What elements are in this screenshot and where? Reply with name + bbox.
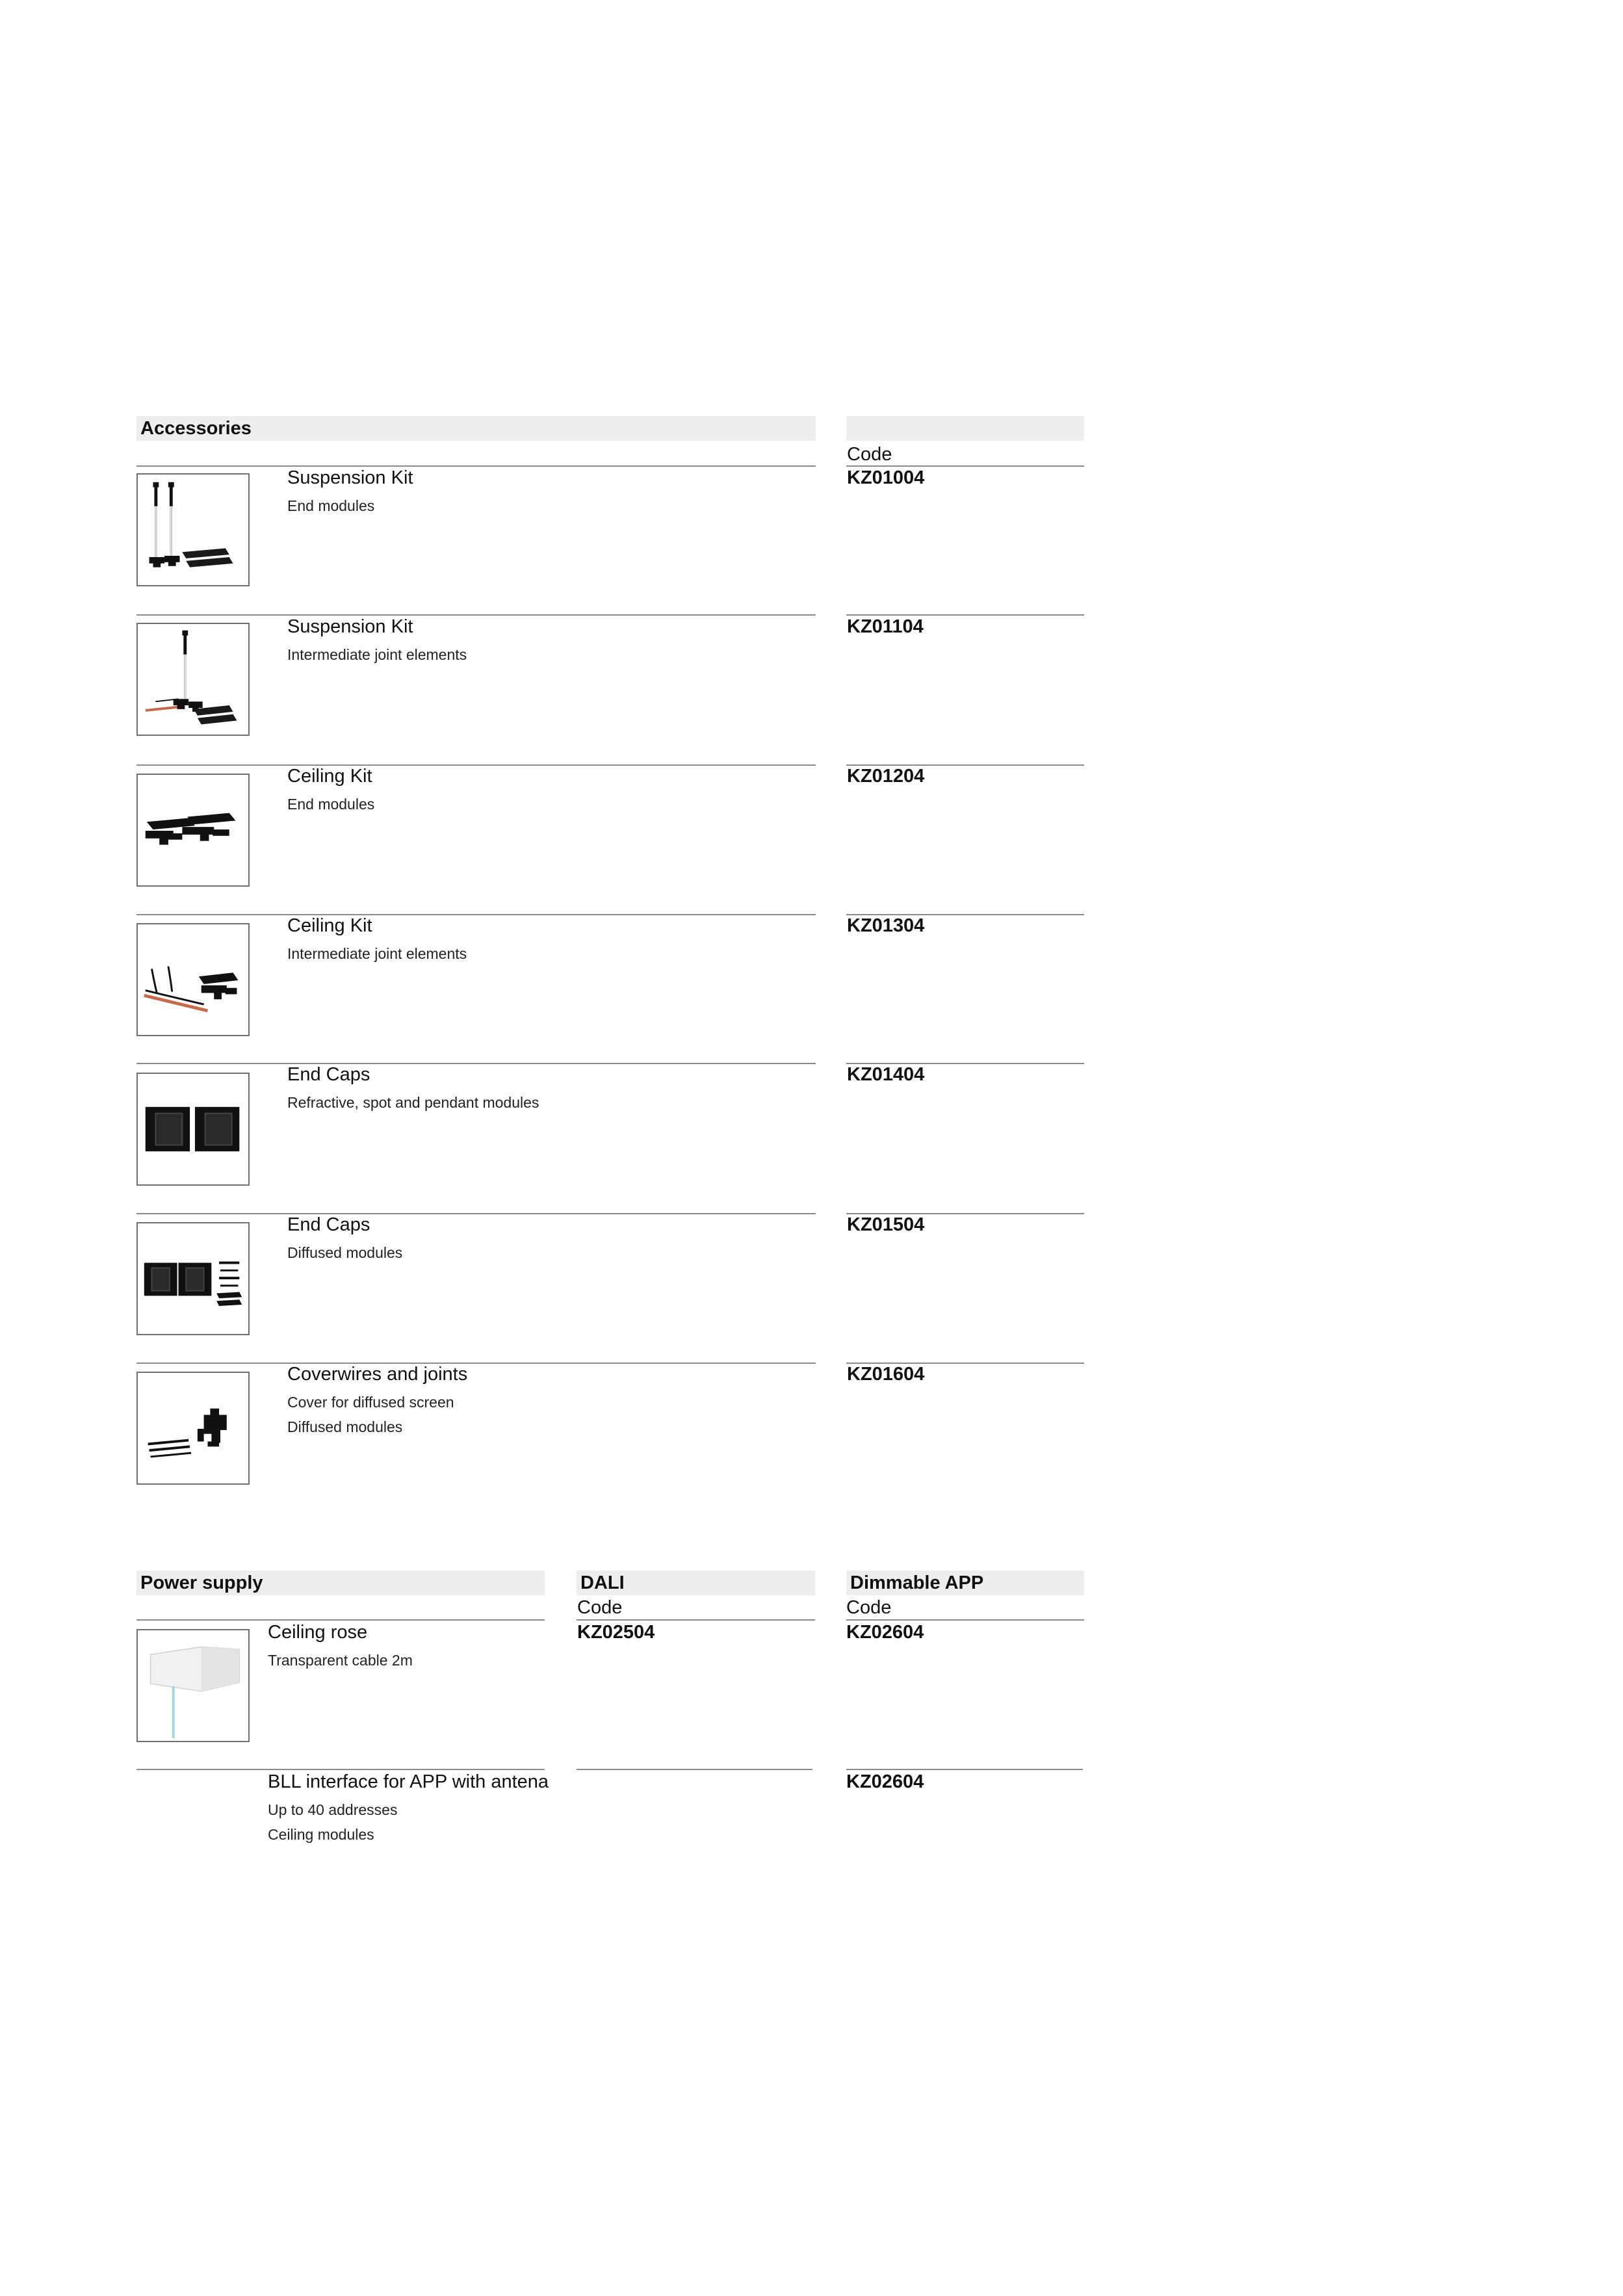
app-divider bbox=[846, 1769, 1083, 1770]
dali-divider bbox=[577, 1769, 812, 1770]
item-title: Ceiling Kit bbox=[287, 766, 372, 787]
ceiling-rose-icon bbox=[136, 1629, 250, 1742]
item-title: BLL interface for APP with antena bbox=[268, 1771, 549, 1792]
item-description: End modules bbox=[287, 796, 375, 813]
app-code: KZ02604 bbox=[846, 1771, 924, 1792]
row-divider bbox=[136, 1619, 545, 1621]
item-title: End Caps bbox=[287, 1214, 370, 1235]
row-divider bbox=[136, 914, 816, 915]
row-divider bbox=[136, 764, 816, 766]
item-description: Intermediate joint elements bbox=[287, 646, 467, 663]
power-supply-header: Power supply bbox=[136, 1571, 545, 1595]
item-description: Ceiling modules bbox=[268, 1826, 374, 1843]
item-title: Suspension Kit bbox=[287, 616, 413, 637]
dimmable-app-header: Dimmable APP bbox=[846, 1571, 1084, 1595]
suspension-kit-end-icon bbox=[136, 473, 250, 586]
item-title: Coverwires and joints bbox=[287, 1364, 468, 1385]
ceiling-kit-joint-icon bbox=[136, 923, 250, 1036]
product-code: KZ01304 bbox=[847, 915, 925, 936]
product-code: KZ01104 bbox=[847, 616, 924, 637]
item-description: Diffused modules bbox=[287, 1418, 403, 1435]
dali-divider bbox=[577, 1619, 815, 1621]
product-code: KZ01504 bbox=[847, 1214, 925, 1235]
row-divider bbox=[136, 614, 816, 616]
accessories-header: Accessories bbox=[136, 416, 816, 441]
row-divider bbox=[136, 1363, 816, 1364]
item-description: Refractive, spot and pendant modules bbox=[287, 1094, 539, 1111]
ceiling-kit-end-icon bbox=[136, 774, 250, 887]
dali-code-label: Code bbox=[577, 1597, 623, 1618]
dali-header: DALI bbox=[577, 1571, 815, 1595]
item-description: Intermediate joint elements bbox=[287, 945, 467, 962]
end-caps-diffused-icon bbox=[136, 1222, 250, 1335]
row-divider bbox=[136, 1063, 816, 1064]
item-title: Ceiling rose bbox=[268, 1622, 368, 1643]
row-divider bbox=[136, 465, 816, 467]
product-code: KZ01204 bbox=[847, 766, 925, 787]
item-description: Up to 40 addresses bbox=[268, 1801, 398, 1818]
app-divider bbox=[846, 1619, 1084, 1621]
accessories-code-header-bar bbox=[846, 416, 1084, 441]
product-code: KZ01604 bbox=[847, 1364, 925, 1385]
row-divider bbox=[136, 1213, 816, 1214]
item-description: Diffused modules bbox=[287, 1244, 403, 1261]
end-caps-refractive-icon bbox=[136, 1073, 250, 1186]
item-title: Suspension Kit bbox=[287, 467, 413, 488]
app-code: KZ02604 bbox=[846, 1622, 924, 1643]
item-description: Cover for diffused screen bbox=[287, 1394, 454, 1411]
product-code: KZ01404 bbox=[847, 1064, 925, 1085]
dali-code: KZ02504 bbox=[577, 1622, 655, 1643]
item-title: Ceiling Kit bbox=[287, 915, 372, 936]
item-description: Transparent cable 2m bbox=[268, 1652, 413, 1669]
row-divider bbox=[136, 1769, 545, 1770]
coverwires-joints-icon bbox=[136, 1372, 250, 1485]
product-code: KZ01004 bbox=[847, 467, 925, 488]
suspension-kit-joint-icon bbox=[136, 623, 250, 736]
item-description: End modules bbox=[287, 497, 375, 514]
app-code-label: Code bbox=[846, 1597, 892, 1618]
item-title: End Caps bbox=[287, 1064, 370, 1085]
code-column-label: Code bbox=[847, 444, 892, 465]
